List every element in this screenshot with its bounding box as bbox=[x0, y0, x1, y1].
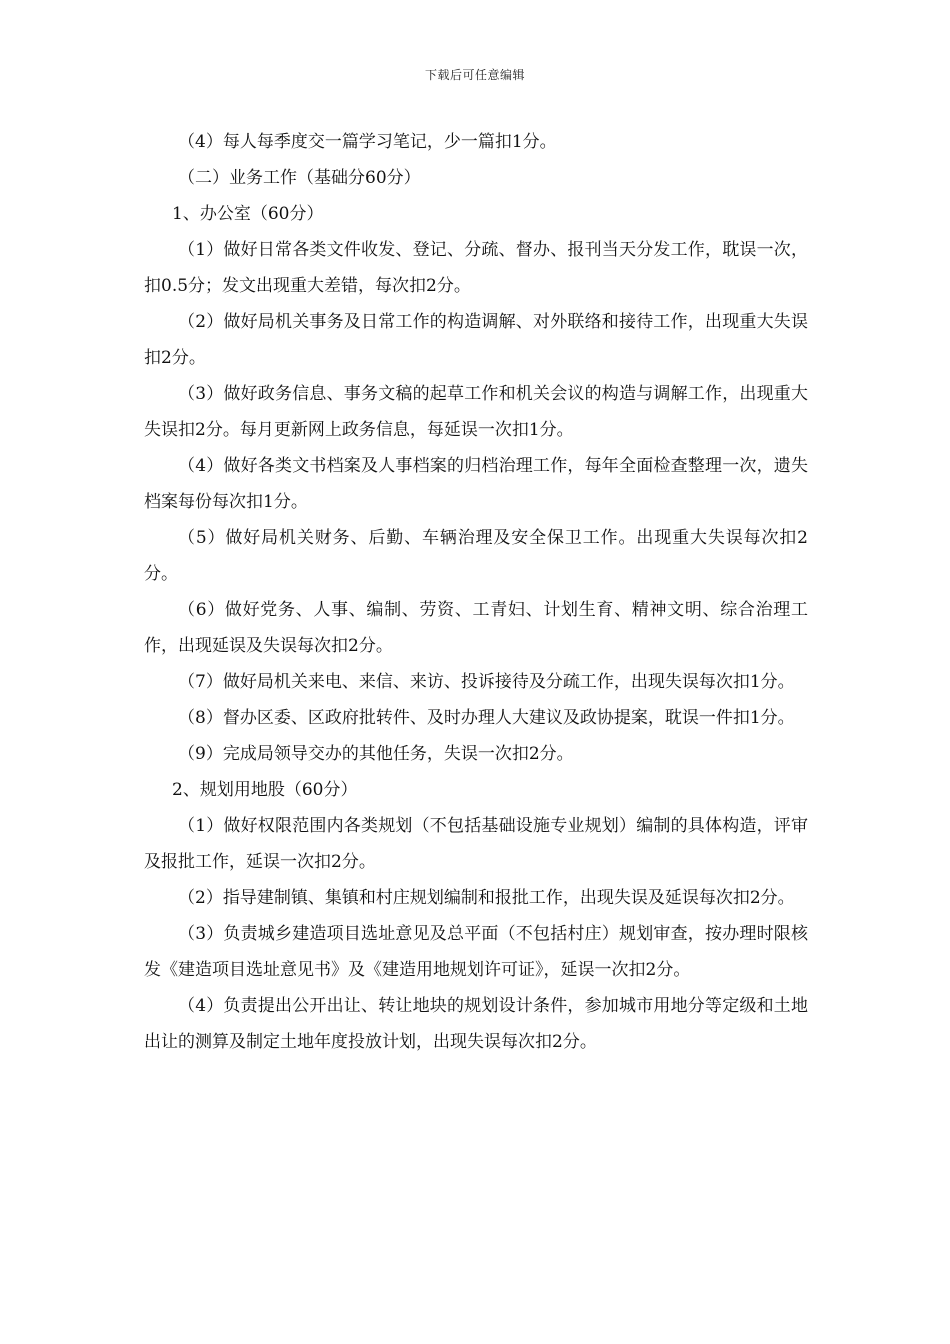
section-heading: 2、规划用地股（60分） bbox=[172, 780, 358, 800]
paragraph: （4）负责提出公开出让、转让地块的规划设计条件，参加城市用地分等定级和土地出让的测算及制定土地年度投放计划，出现失误每次扣2分。 bbox=[144, 996, 808, 1052]
document-body bbox=[144, 124, 808, 1060]
paragraph: （7）做好局机关来电、来信、来访、投诉接待及分疏工作，出现失误每次扣1分。 bbox=[178, 672, 795, 692]
paragraph: （9）完成局领导交办的其他任务，失误一次扣2分。 bbox=[178, 744, 574, 764]
paragraph: （8）督办区委、区政府批转件、及时办理人大建议及政协提案，耽误一件扣1分。 bbox=[178, 708, 795, 728]
paragraph: （5）做好局机关财务、后勤、车辆治理及安全保卫工作。出现重大失误每次扣2分。 bbox=[144, 528, 808, 584]
paragraph: （3）做好政务信息、事务文稿的起草工作和机关会议的构造与调解工作，出现重大失误扣2分。每月更新网上政务信息，每延误一次扣1分。 bbox=[144, 384, 808, 440]
section-heading: 1、办公室（60分） bbox=[172, 204, 324, 224]
paragraph: （2）指导建制镇、集镇和村庄规划编制和报批工作，出现失误及延误每次扣2分。 bbox=[178, 888, 795, 908]
paragraph: （4）做好各类文书档案及人事档案的归档治理工作，每年全面检查整理一次，遗失档案每份每次扣1分。 bbox=[144, 456, 808, 512]
paragraph: （4）每人每季度交一篇学习笔记，少一篇扣1分。 bbox=[178, 132, 557, 152]
paragraph: （6）做好党务、人事、编制、劳资、工青妇、计划生育、精神文明、综合治理工作，出现延误及失误每次扣2分。 bbox=[144, 600, 808, 656]
paragraph: （1）做好日常各类文件收发、登记、分疏、督办、报刊当天分发工作，耽误一次，扣0.5分；发文出现重大差错，每次扣2分。 bbox=[144, 240, 808, 296]
paragraph: （2）做好局机关事务及日常工作的构造调解、对外联络和接待工作，出现重大失误扣2分。 bbox=[144, 312, 808, 368]
page-header: 下载后可任意编辑 bbox=[424, 68, 525, 82]
paragraph: （二）业务工作（基础分60分） bbox=[178, 168, 421, 188]
paragraph: （3）负责城乡建造项目选址意见及总平面（不包括村庄）规划审查，按办理时限核发《建造项目选址意见书》及《建造用地规划许可证》，延误一次扣2分。 bbox=[144, 924, 808, 980]
paragraph: （1）做好权限范围内各类规划（不包括基础设施专业规划）编制的具体构造，评审及报批工作，延误一次扣2分。 bbox=[144, 816, 808, 872]
